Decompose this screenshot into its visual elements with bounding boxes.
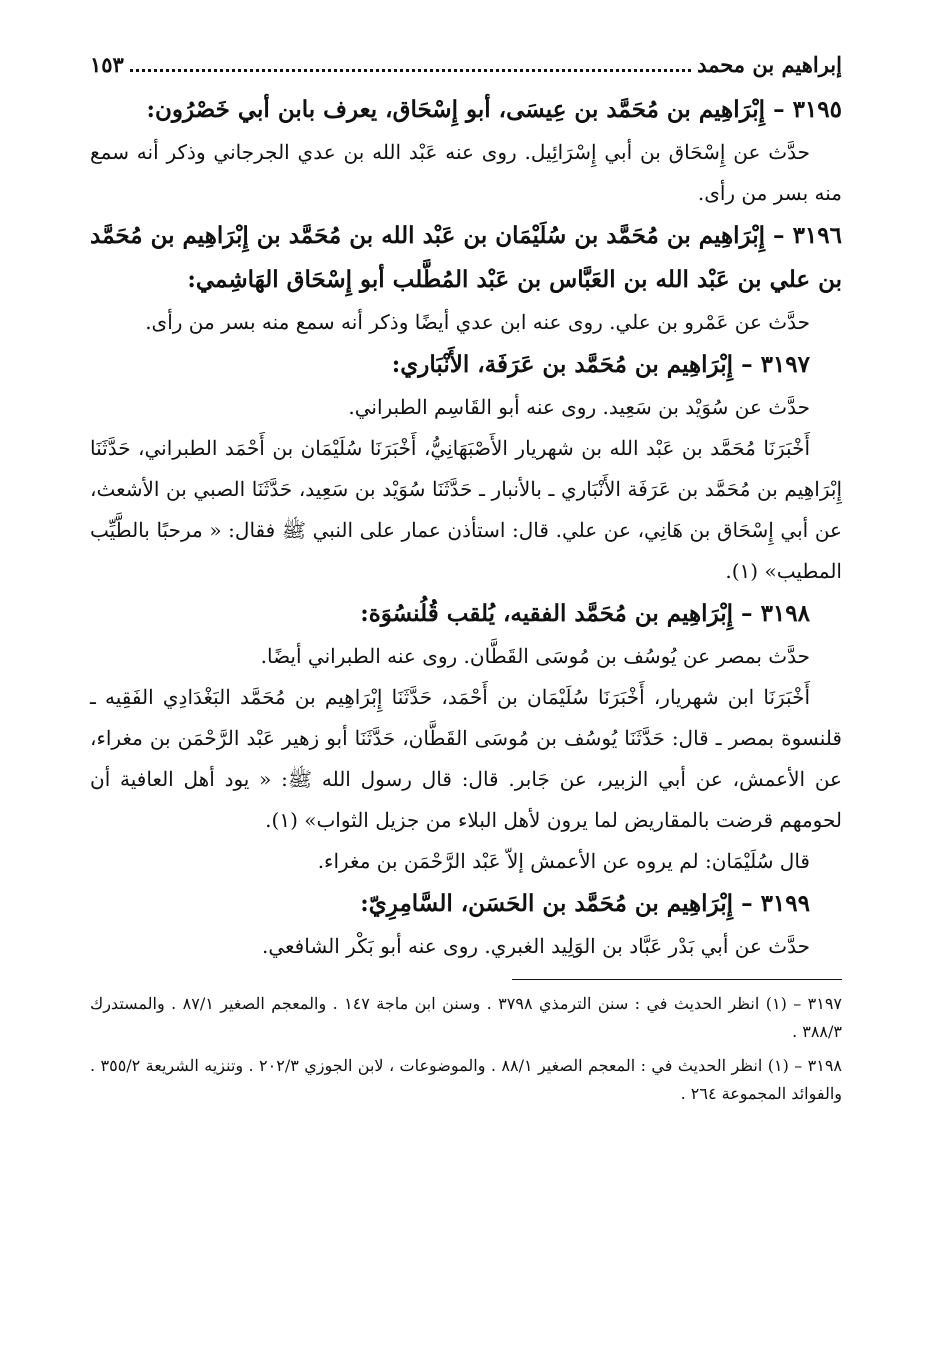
entry-heading: ٣١٩٥ – إِبْرَاهِيم بن مُحَمَّد بن عِيسَى، أبو إِسْحَاق، يعرف بابن أبي خَصْرُون: — [146, 96, 842, 123]
hadith-paragraph: أَخْبَرَنَا مُحَمَّد بن عَبْد الله بن شهريار الأَصْبَهَانِيُّ، أَخْبَرَنَا سُلَيْمَان بن أَحْمَد الطبراني، حَدَّثَنَا إِبْرَاهِيم بن مُحَمَّد بن عَرَفَة الأَنْبَاري ـ بالأنبار ـ حَدَّثَنَا سُوَيْد بن سَعِيد، حَدَّثَنَا الصبي بن الأشعث، عن أبي إِسْحَاق بن هَانِي، عن علي. قال: استأذن عمار على النبي ﷺ فقال: « مرحبًا بالطَّيِّب المطيب» (١). — [90, 436, 842, 583]
entry-paragraph: حدَّث عن أبي بَدْر عَبَّاد بن الوَلِيد الغبري. روى عنه أبو بَكْر الشافعي. — [262, 934, 810, 958]
entry-paragraph: حدَّث عن سُوَيْد بن سَعِيد. روى عنه أبو القَاسِم الطبراني. — [348, 395, 810, 419]
footnote: ٣١٩٨ – (١) انظر الحديث في : المعجم الصغير ٨٨/١ . والموضوعات ، لابن الجوزي ٢٠٢/٣ . وتنزيه الشريعة ٣٥٥/٢ . والفوائد المجموعة ٢٦٤ . — [90, 1056, 843, 1103]
entry-3198 — [90, 592, 842, 882]
entry-heading: ٣١٩٩ – إِبْرَاهِيم بن مُحَمَّد بن الحَسَن، السَّامِرِيّ: — [360, 890, 810, 917]
footnotes — [90, 990, 842, 1108]
entry-paragraph: حدَّث بمصر عن يُوسُف بن مُوسَى القَطَّان. روى عنه الطبراني أيضًا. — [260, 644, 810, 668]
entry-paragraph: حدَّث عن إِسْحَاق بن أبي إِسْرَائِيل. روى عنه عَبْد الله بن عدي الجرجاني وذكر أنه سمع منه بسر من رأى. — [90, 140, 842, 205]
entry-3196 — [90, 214, 842, 343]
running-header — [90, 52, 842, 88]
hadith-paragraph: أَخْبَرَنَا ابن شهريار، أَخْبَرَنَا سُلَيْمَان بن أَحْمَد، حَدَّثَنَا إِبْرَاهِيم بن مُحَمَّد البَغْدَادِي الفَقِيه ـ قلنسوة بمصر ـ قال: حَدَّثَنَا يُوسُف بن مُوسَى القَطَّان، حَدَّثَنَا أبو زهير عَبْد الرَّحْمَن بن مغراء، عن الأعمش، عن أبي الزبير، عن جَابر. قال: قال رسول الله ﷺ: « يود أهل العافية أن لحومهم قرضت بالمقاريض لما يرون لأهل البلاء من جزيل الثواب» (١). — [90, 685, 842, 832]
entry-3195 — [90, 88, 842, 214]
footnote-divider — [512, 979, 842, 980]
entry-paragraph: قال سُلَيْمَان: لم يروه عن الأعمش إلاّ عَبْد الرَّحْمَن بن مغراء. — [317, 849, 810, 873]
entry-3199 — [90, 882, 842, 967]
book-page — [90, 52, 842, 1114]
footnote: ٣١٩٧ – (١) انظر الحديث في : سنن الترمذي ٣٧٩٨ . وسنن ابن ماجة ١٤٧ . والمعجم الصغير ٨٧/١ . والمستدرك ٣٨٨/٣ . — [90, 994, 842, 1041]
running-header-title: إبراهيم بن محمد — [697, 52, 842, 77]
header-dot-leader — [130, 69, 691, 72]
entry-3197 — [90, 343, 842, 592]
entry-paragraph: حدَّث عن عَمْرو بن علي. روى عنه ابن عدي أيضًا وذكر أنه سمع منه بسر من رأى. — [145, 310, 810, 334]
page-number: ١٥٣ — [90, 52, 124, 77]
entry-heading: ٣١٩٦ – إِبْرَاهِيم بن مُحَمَّد بن سُلَيْمَان بن عَبْد الله بن مُحَمَّد بن إِبْرَاهِيم بن مُحَمَّد بن علي بن عَبْد الله بن العَبَّاس بن عَبْد المُطَّلب أبو إِسْحَاق الهَاشِمي: — [90, 222, 842, 293]
entry-heading: ٣١٩٧ – إِبْرَاهِيم بن مُحَمَّد بن عَرَفَة، الأَنْبَاري: — [391, 351, 810, 378]
entry-heading: ٣١٩٨ – إِبْرَاهِيم بن مُحَمَّد الفقيه، يُلقب قُلُنسُوَة: — [360, 600, 810, 627]
